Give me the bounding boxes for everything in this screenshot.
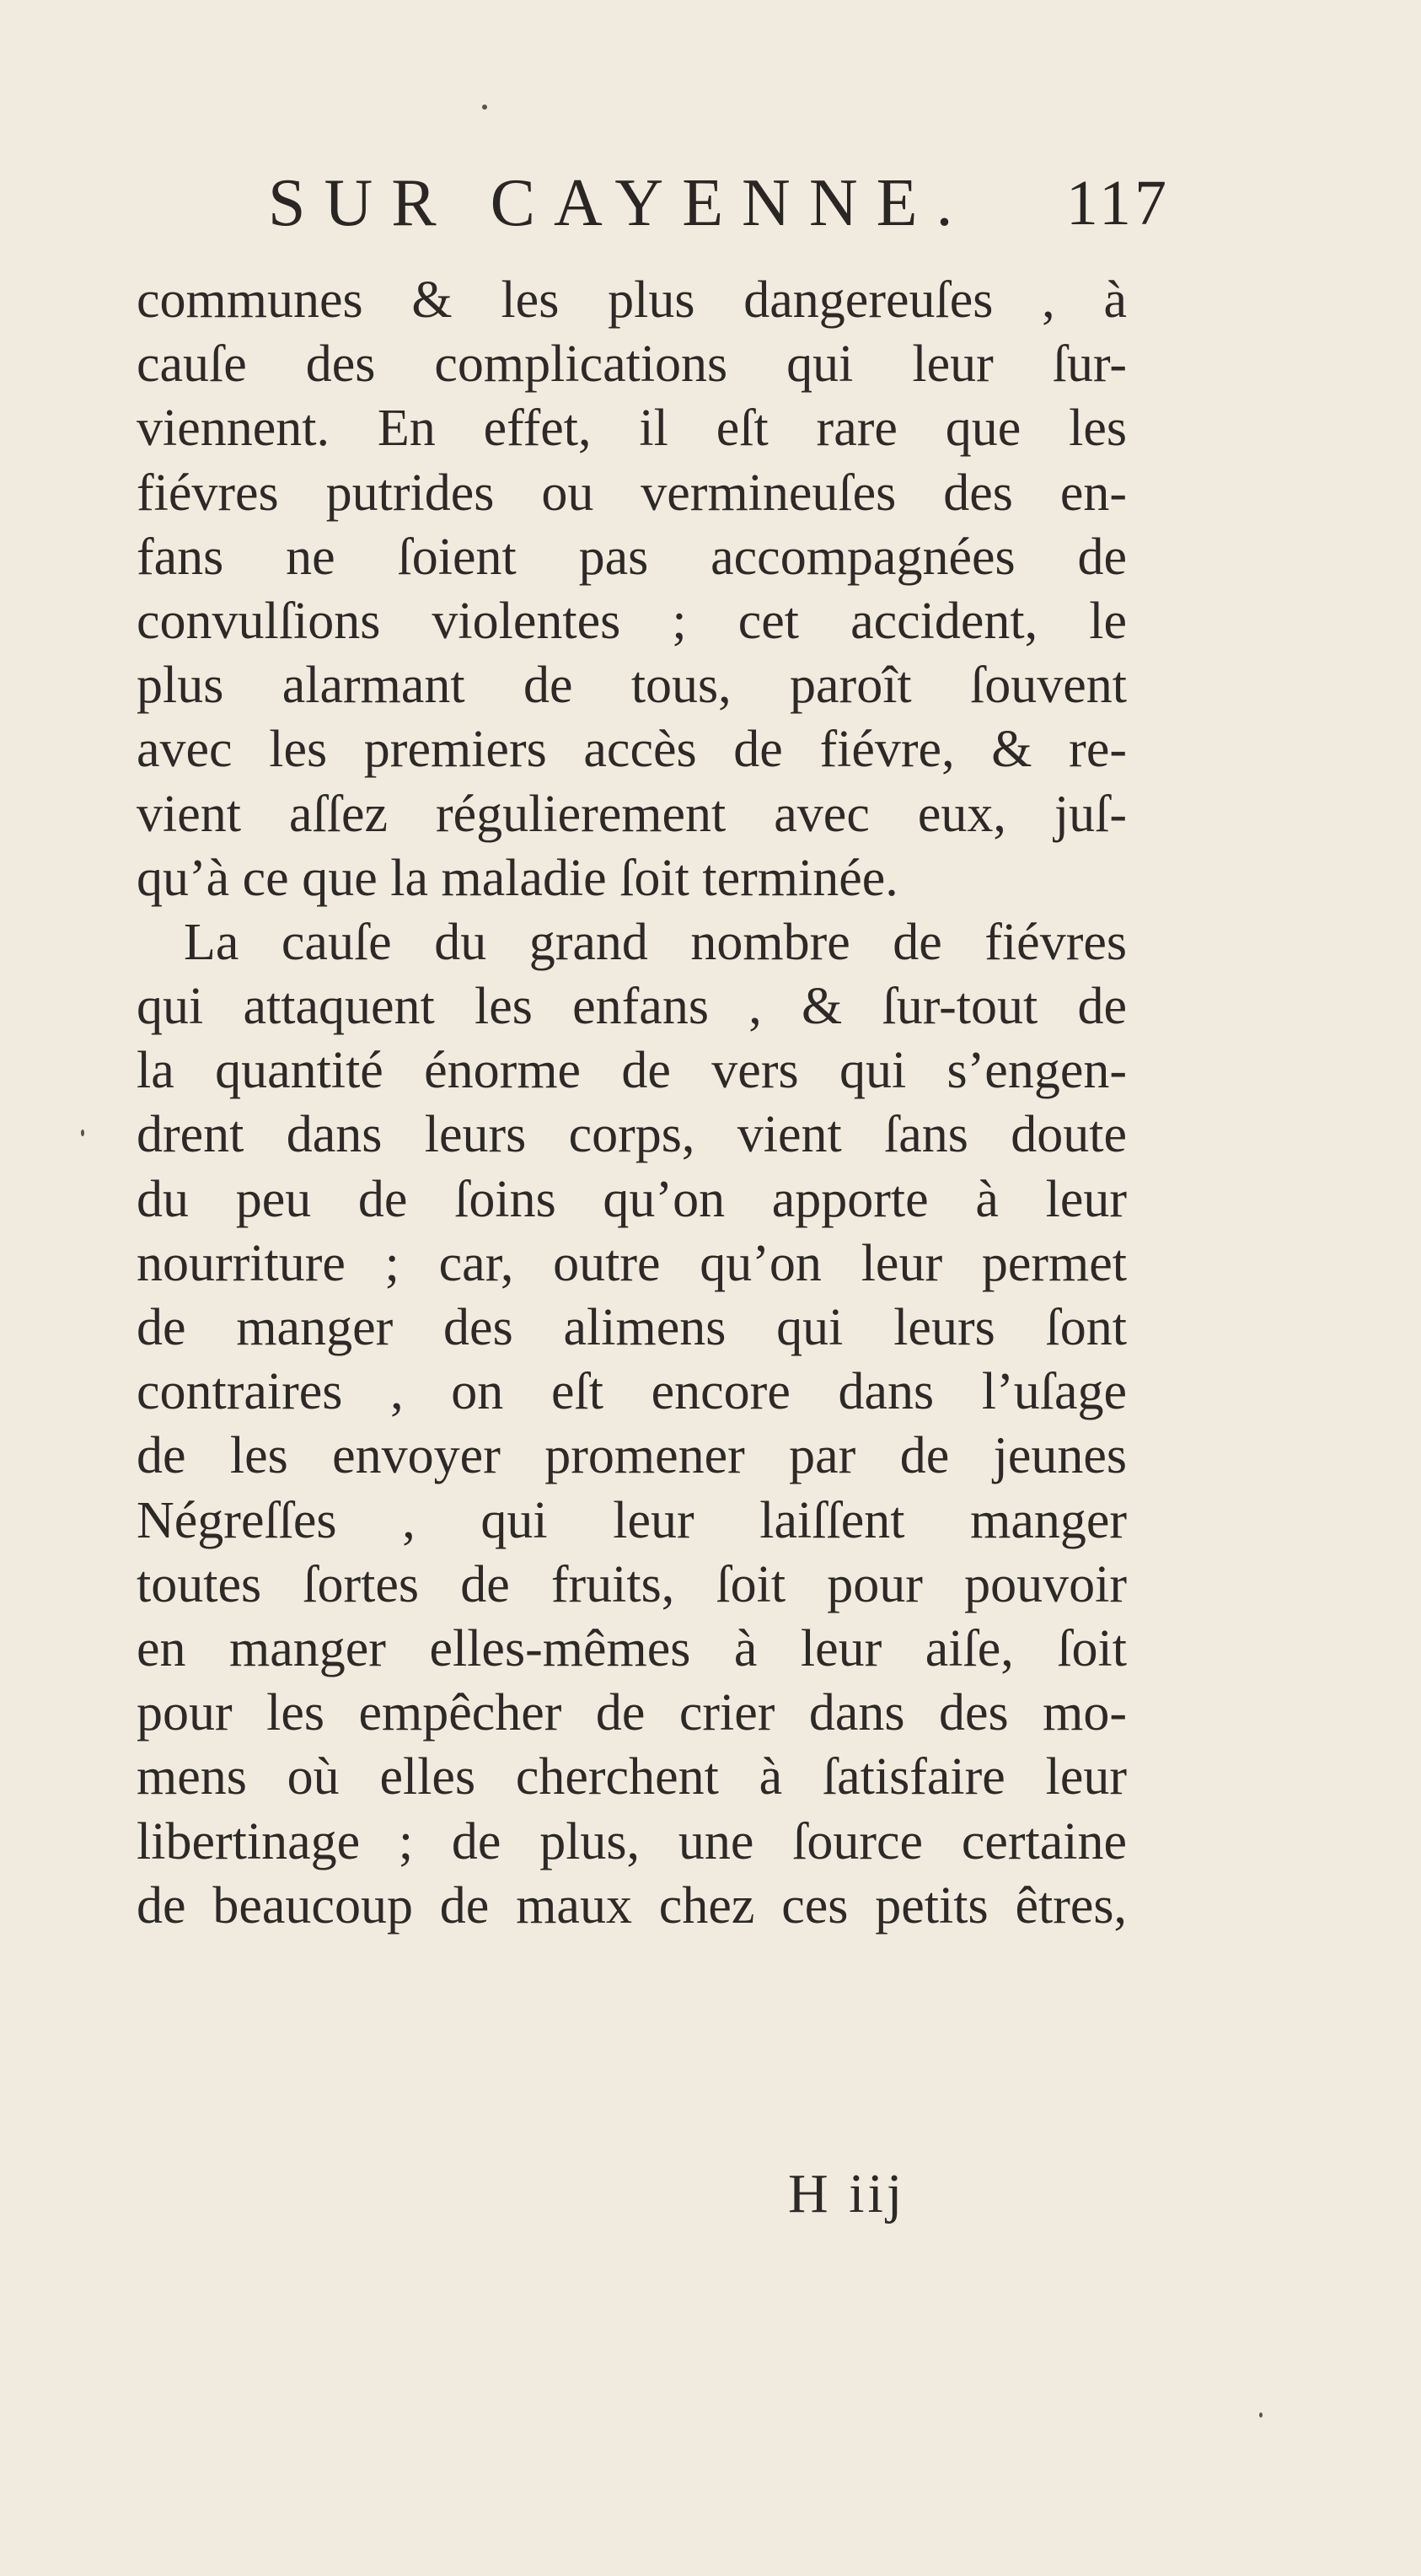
text-line: en manger elles-mêmes à leur aiſe, ſoit (137, 1619, 1127, 1677)
paper-speck (1259, 2412, 1263, 2418)
paper-speck (81, 1130, 84, 1136)
text-line: plus alarmant de tous, paroît ſouvent (137, 657, 1127, 715)
text-line: convulſions violentes ; cet accident, le (137, 592, 1127, 650)
text-line: nourriture ; car, outre qu’on leur permet (137, 1234, 1127, 1292)
text-line: fiévres putrides ou vermineuſes des en- (137, 464, 1127, 522)
text-line: qui attaquent les enfans , & ſur-tout de (137, 978, 1127, 1036)
text-line: Négreſſes , qui leur laiſſent manger (137, 1491, 1127, 1549)
text-line: du peu de ſoins qu’on apporte à leur (137, 1170, 1127, 1228)
signature-mark: H iij (788, 2163, 906, 2224)
text-line: La cauſe du grand nombre de fiévres (184, 913, 1127, 971)
text-line: libertinage ; de plus, une ſource certaine (137, 1812, 1127, 1870)
text-line: qu’à ce que la maladie ſoit terminée. (137, 849, 898, 907)
text-line: de beaucoup de maux chez ces petits êtres, (137, 1876, 1127, 1935)
text-line: fans ne ſoient pas accompagnées de (137, 528, 1127, 586)
page-number: 117 (1065, 168, 1170, 239)
text-line: viennent. En effet, il eſt rare que les (137, 400, 1127, 458)
body-text (137, 268, 1127, 1938)
running-head: SUR CAYENNE. (268, 166, 972, 240)
text-line: avec les premiers accès de fiévre, & re- (137, 721, 1127, 779)
text-line: mens où elles cherchent à ſatisfaire leur (137, 1748, 1127, 1806)
paper-speck (482, 105, 487, 110)
text-line: communes & les plus dangereuſes , à (137, 271, 1127, 329)
text-line: de les envoyer promener par de jeunes (137, 1427, 1127, 1485)
text-line: toutes ſortes de fruits, ſoit pour pouvoir (137, 1555, 1127, 1613)
page-header (268, 165, 1170, 241)
text-line: contraires , on eſt encore dans l’uſage (137, 1363, 1127, 1421)
text-line: drent dans leurs corps, vient ſans doute (137, 1106, 1127, 1164)
text-line: vient aſſez régulierement avec eux, juſ- (137, 785, 1127, 843)
text-line: cauſe des complications qui leur ſur- (137, 335, 1127, 394)
text-line: de manger des alimens qui leurs ſont (137, 1299, 1127, 1356)
text-line: la quantité énorme de vers qui s’engen- (137, 1042, 1127, 1100)
text-line: pour les empêcher de crier dans des mo- (137, 1684, 1127, 1742)
